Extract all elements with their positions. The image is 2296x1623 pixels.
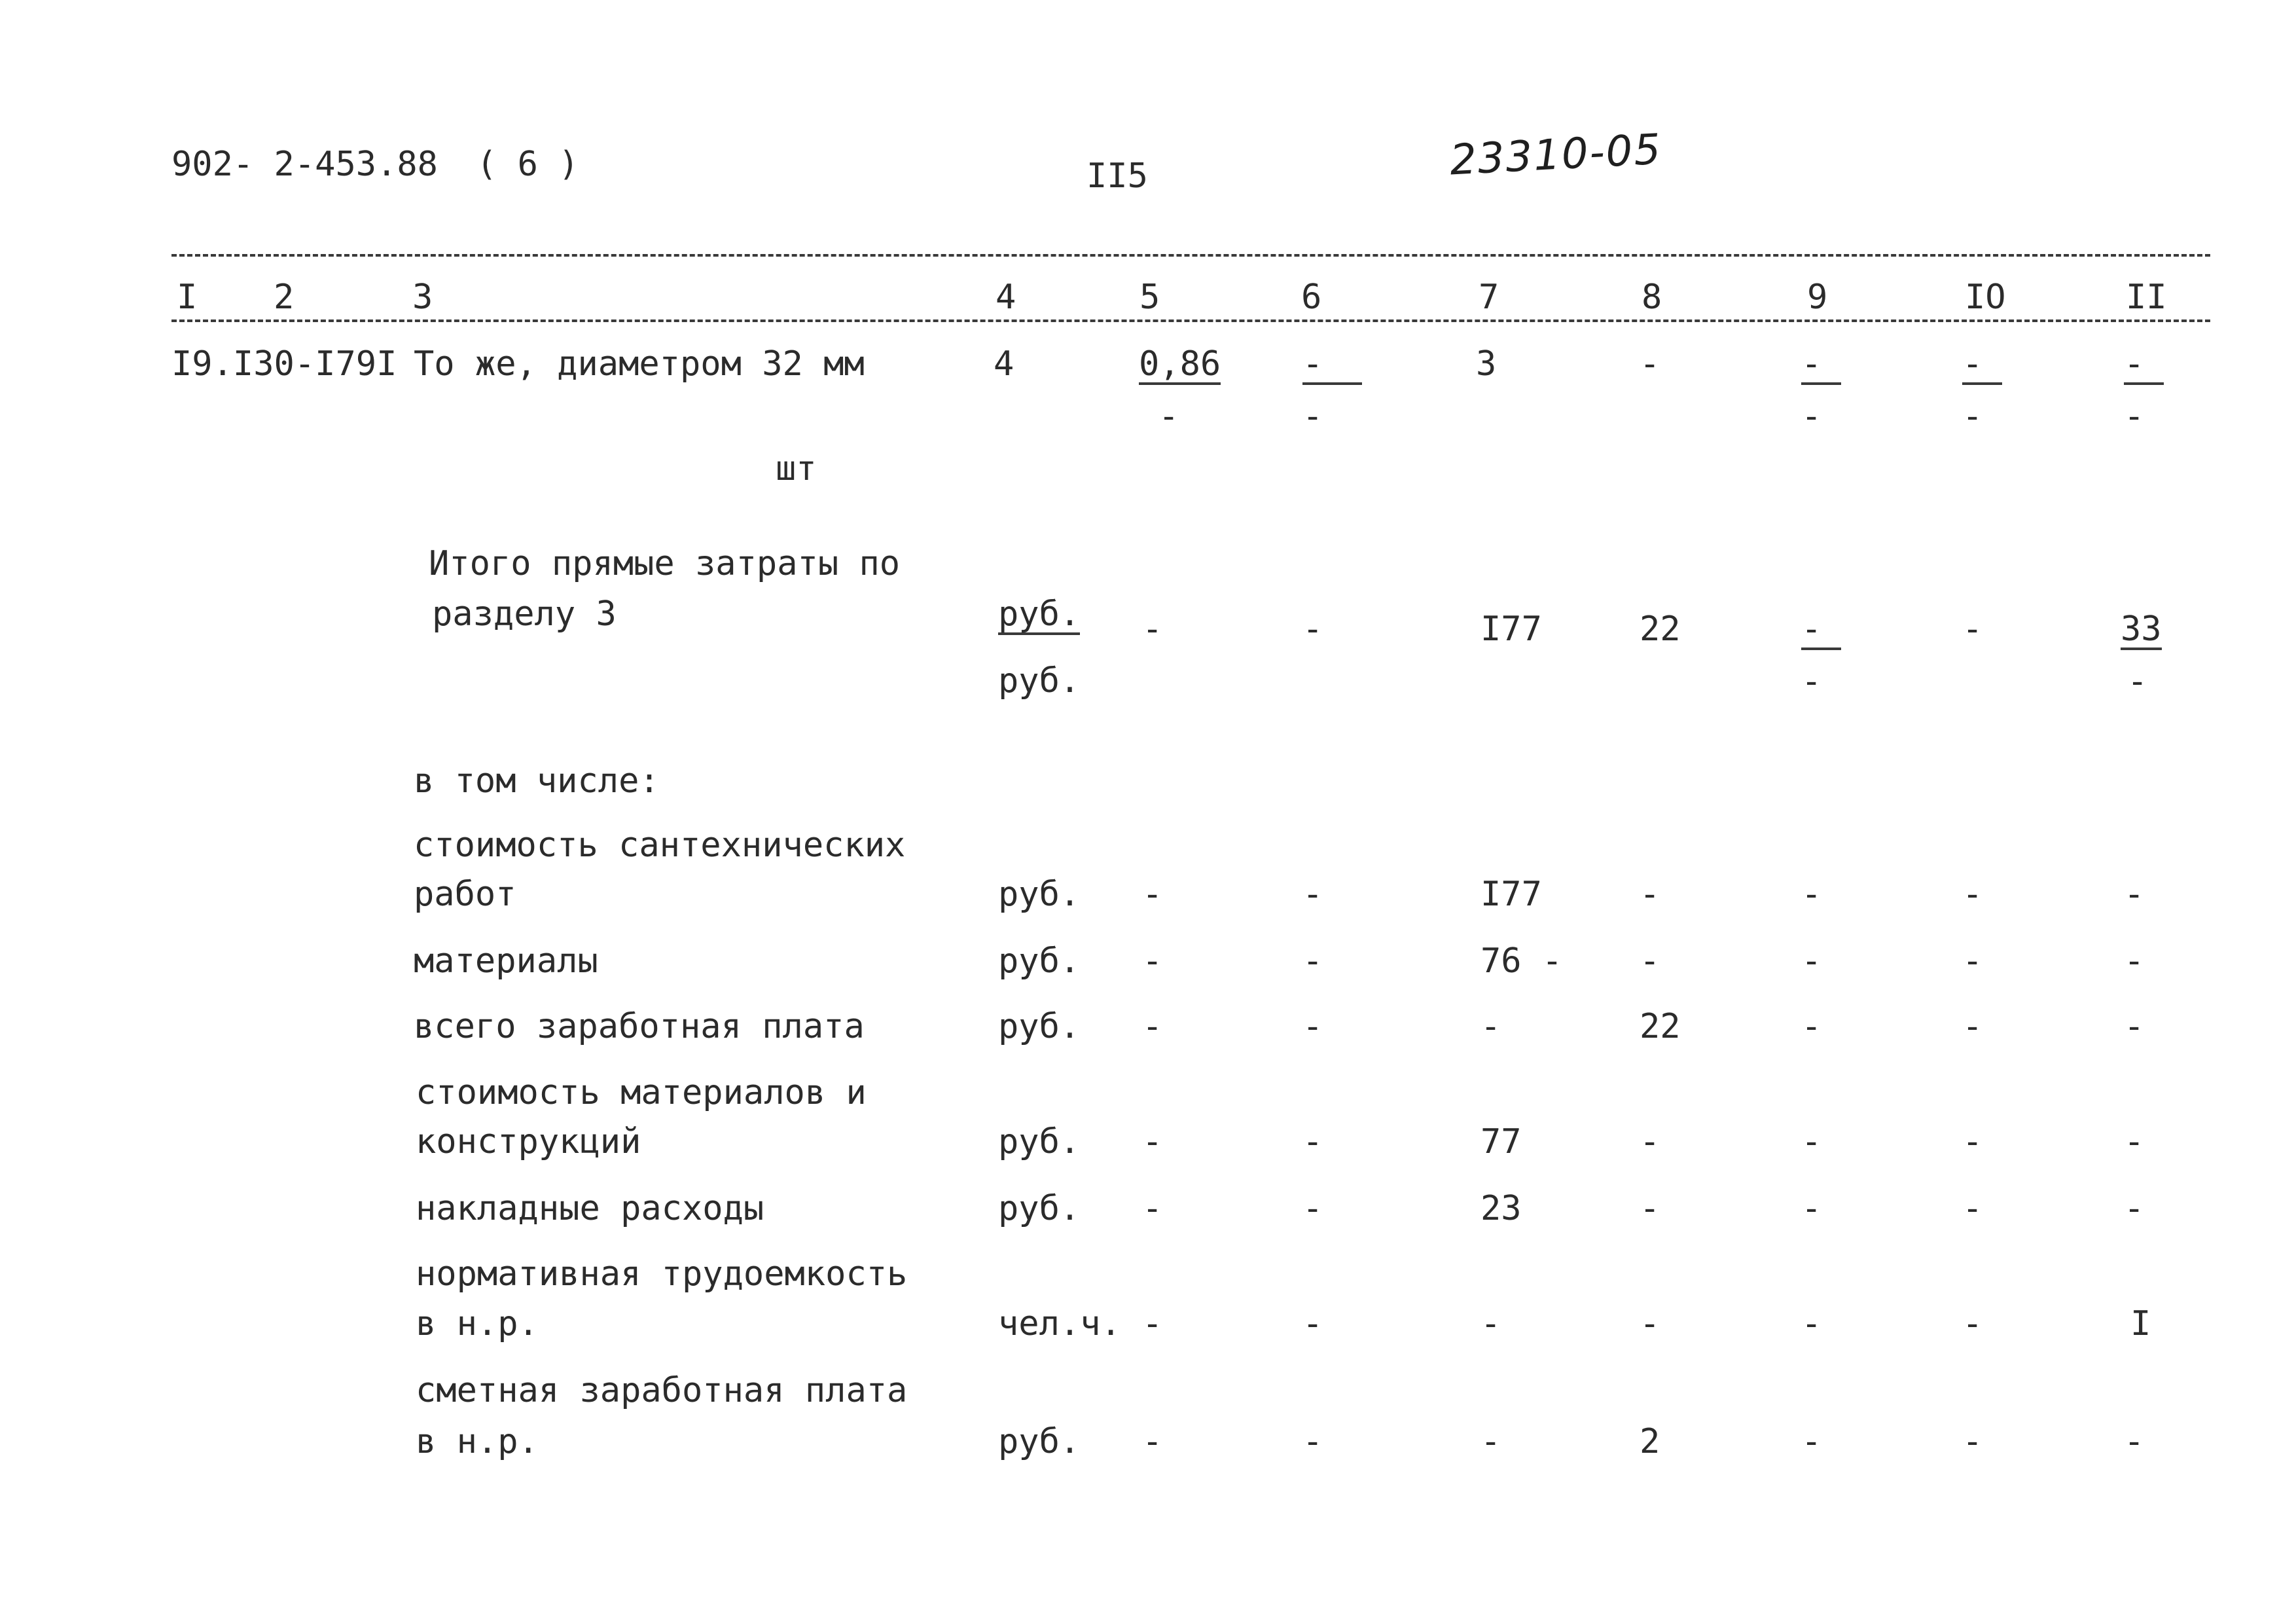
col-header-5: 5 [1136,280,1164,314]
breakdown-col7: 76 - [1480,941,1563,981]
including-label: в том числе: [414,761,660,801]
col-header-10: IO [1961,280,2010,314]
breakdown-label-line2: конструкций [416,1122,641,1161]
breakdown-label-line2: в н.р. [416,1422,539,1461]
breakdown-col7: - [1480,1304,1501,1343]
col-header-2: 2 [270,280,298,314]
item-col8: - [1640,344,1660,384]
item-col10-bottom: - [1962,397,1983,436]
breakdown-col8: - [1640,1122,1660,1161]
breakdown-col11: - [2124,1189,2145,1228]
breakdown-unit: руб. [998,941,1081,981]
breakdown-col7: - [1480,1007,1501,1046]
page-number: II5 [1086,156,1148,196]
col-header-4: 4 [992,280,1020,314]
breakdown-col6: - [1302,1007,1323,1046]
breakdown-col8: - [1640,1189,1660,1228]
col-header-8: 8 [1638,280,1666,314]
breakdown-unit: руб. [998,1007,1081,1046]
item-col9-bottom: - [1801,397,1822,436]
total-col11-bottom: - [2127,662,2148,701]
col-header-1: I [173,280,201,314]
breakdown-label-line1: стоимость сантехнических [414,826,906,865]
breakdown-unit: руб. [998,1422,1081,1461]
total-label-line1: Итого прямые затраты по [429,544,901,583]
total-unit-top: руб. [998,594,1081,634]
breakdown-col8: - [1640,941,1660,981]
breakdown-col5: - [1142,1007,1163,1046]
breakdown-col10: - [1962,941,1983,981]
breakdown-label-line1: стоимость материалов и [416,1073,867,1112]
breakdown-col5: - [1142,941,1163,981]
breakdown-label-line1: материалы [414,941,598,981]
item-col5-bottom: - [1158,397,1179,436]
item-code: I9.I30-I79I [171,344,397,384]
breakdown-col10: - [1962,875,1983,914]
breakdown-col6: - [1302,875,1323,914]
item-col11-bottom: - [2124,397,2145,436]
breakdown-col6: - [1302,941,1323,981]
total-col9-top: - [1801,612,1841,650]
breakdown-col7: 23 [1480,1189,1522,1228]
breakdown-col11: - [2124,1422,2145,1461]
total-unit-bottom: руб. [998,661,1081,701]
breakdown-col10: - [1962,1189,1983,1228]
col-header-3: 3 [408,280,437,314]
breakdown-col8: - [1640,1304,1660,1343]
breakdown-col11: I [2130,1304,2151,1343]
breakdown-col5: - [1142,1304,1163,1343]
item-col11-top: - [2124,347,2164,385]
col-header-11: II [2122,280,2171,314]
breakdown-label-line1: нормативная трудоемкость [416,1254,908,1294]
breakdown-col11: - [2124,1007,2145,1046]
breakdown-col7: - [1480,1422,1501,1461]
breakdown-col6: - [1302,1422,1323,1461]
item-col5-top: 0,86 [1139,344,1221,384]
breakdown-col9: - [1801,1422,1822,1461]
item-col10-top: - [1962,347,2002,385]
col-header-6: 6 [1297,280,1325,314]
breakdown-col11: - [2124,1122,2145,1161]
breakdown-col6: - [1302,1189,1323,1228]
header-top-dashed-rule [171,254,2210,257]
breakdown-col11: - [2124,875,2145,914]
col-header-9: 9 [1803,280,1831,314]
total-label-line2: разделу 3 [432,594,617,634]
breakdown-unit: руб. [998,1189,1081,1228]
breakdown-col5: - [1142,1189,1163,1228]
breakdown-col9: - [1801,1007,1822,1046]
item-unit: шт [776,449,817,488]
total-col7: I77 [1480,610,1542,649]
breakdown-unit: руб. [998,875,1081,914]
breakdown-col8: 22 [1640,1007,1681,1046]
total-col5: - [1142,610,1163,649]
breakdown-col6: - [1302,1304,1323,1343]
breakdown-label-line1: сметная заработная плата [416,1371,908,1410]
item-quantity: 4 [994,344,1014,384]
breakdown-col11: - [2124,941,2145,981]
header-bottom-dashed-rule [171,319,2210,322]
breakdown-col10: - [1962,1122,1983,1161]
breakdown-col10: - [1962,1304,1983,1343]
total-col11-top: 33 [2121,610,2162,649]
breakdown-col7: I77 [1480,875,1542,914]
breakdown-col6: - [1302,1122,1323,1161]
breakdown-col9: - [1801,1122,1822,1161]
breakdown-col7: 77 [1480,1122,1522,1161]
breakdown-unit: руб. [998,1122,1081,1161]
breakdown-col9: - [1801,941,1822,981]
breakdown-label-line1: накладные расходы [416,1189,764,1228]
total-col10: - [1962,610,1983,649]
breakdown-col5: - [1142,875,1163,914]
col-header-7: 7 [1475,280,1503,314]
breakdown-col8: - [1640,875,1660,914]
item-col6-top: - [1302,347,1362,385]
breakdown-col9: - [1801,1304,1822,1343]
breakdown-unit: чел.ч. [998,1304,1121,1343]
breakdown-label-line1: всего заработная плата [414,1007,865,1046]
breakdown-col5: - [1142,1422,1163,1461]
breakdown-col9: - [1801,875,1822,914]
item-col6-bottom: - [1302,397,1323,436]
item-col7: 3 [1476,344,1497,384]
document-sheet-marker: ( 6 ) [476,145,579,184]
total-col6: - [1302,610,1323,649]
breakdown-label-line2: в н.р. [416,1304,539,1343]
item-col9-top: - [1801,347,1841,385]
breakdown-col8: 2 [1640,1422,1660,1461]
inventory-number: 23310-05 [1448,125,1663,185]
breakdown-label-line2: работ [414,875,516,914]
breakdown-col5: - [1142,1122,1163,1161]
breakdown-col9: - [1801,1189,1822,1228]
total-col8: 22 [1640,610,1681,649]
document-code: 902- 2-453.88 [171,145,438,184]
breakdown-col10: - [1962,1007,1983,1046]
breakdown-col10: - [1962,1422,1983,1461]
total-col9-bottom: - [1801,662,1822,701]
item-description: То же, диаметром 32 мм [414,344,865,384]
